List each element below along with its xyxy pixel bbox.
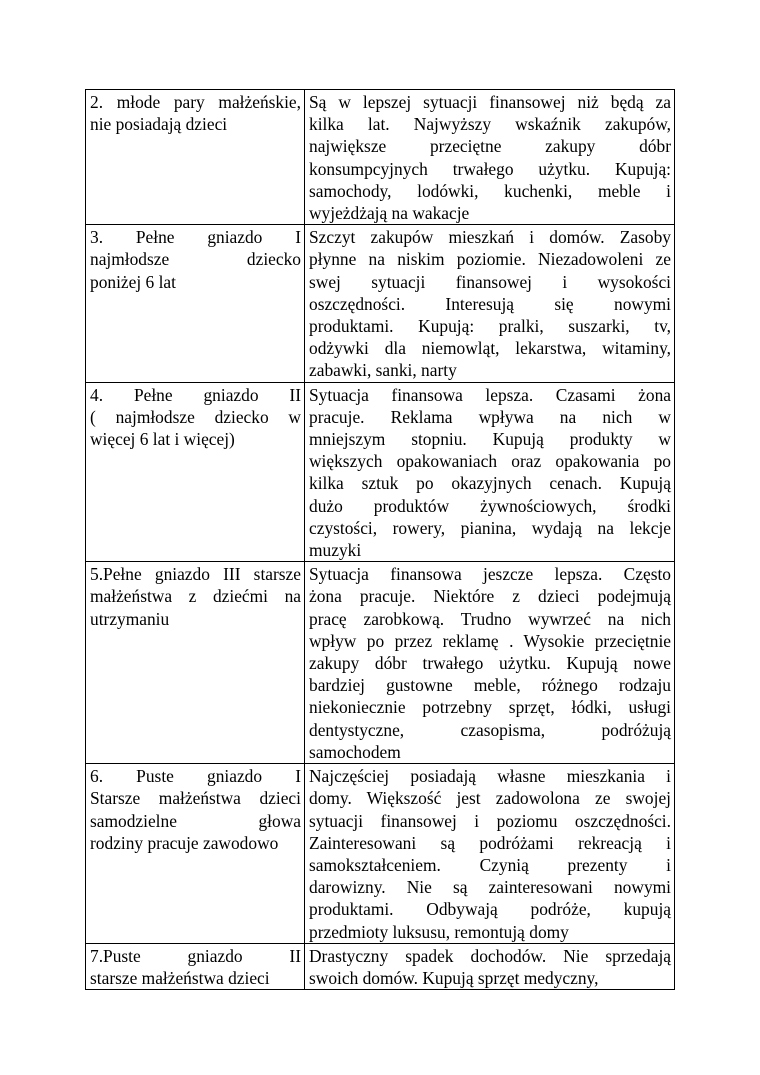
description-cell-line: oszczędności. Interesują się nowymi — [309, 293, 671, 314]
description-cell-line: pracę zarobkową. Trudno wywrzeć na nich — [309, 608, 671, 629]
family-lifecycle-table — [85, 89, 675, 990]
description-cell-line: bardziej gustowne meble, różnego rodzaju — [309, 675, 671, 696]
segment-cell-line: starsze małżeństwa dzieci — [90, 967, 270, 988]
description-cell-line: pracuje. Reklama wpływa na nich w — [309, 406, 671, 427]
description-cell-line: przedmioty luksusu, remontują domy — [309, 921, 569, 942]
description-cell-line: dużo produktów żywnościowych, środki — [309, 495, 671, 516]
description-cell-line: Zainteresowani są podróżami rekreacją i — [309, 832, 671, 853]
segment-cell-line: ( najmłodsze dziecko w — [90, 406, 301, 427]
table-row — [86, 225, 675, 382]
description-cell-line: Szczyt zakupów mieszkań i domów. Zasoby — [309, 227, 671, 248]
description-cell-line: Sytuacja finansowa jeszcze lepsza. Często — [309, 564, 671, 585]
description-cell-line: kilka sztuk po okazyjnych cenach. Kupują — [309, 473, 671, 494]
description-cell-line: Najczęściej posiadają własne mieszkania i — [309, 766, 671, 787]
description-cell-line: dentystyczne, czasopisma, podróżują — [309, 719, 671, 740]
table-row — [86, 382, 675, 562]
description-cell-line: samochody, lodówki, kuchenki, meble i — [309, 180, 671, 201]
segment-cell-line: poniżej 6 lat — [90, 271, 176, 292]
description-cell — [305, 225, 675, 382]
description-cell-line: samochodem — [309, 741, 401, 762]
segment-cell-line: 3. Pełne gniazdo I — [90, 227, 301, 248]
segment-cell-line: małżeństwa z dziećmi na — [90, 586, 301, 607]
description-cell-line: konsumpcyjnych trwałego użytku. Kupują: — [309, 158, 671, 179]
description-cell-line: kilka lat. Najwyższy wskaźnik zakupów, — [309, 114, 671, 135]
segment-cell-line: 7.Puste gniazdo II — [90, 945, 301, 966]
segment-cell-line: 2. młode pary małżeńskie, — [90, 92, 301, 112]
table-row — [86, 562, 675, 764]
segment-cell — [86, 225, 305, 382]
description-cell-line: żona pracuje. Niektóre z dzieci podejmują — [309, 586, 671, 607]
segment-cell — [86, 90, 305, 225]
segment-cell-line: rodziny pracuje zawodowo — [90, 832, 279, 853]
description-cell-line: zabawki, sanki, narty — [309, 360, 457, 381]
description-cell — [305, 764, 675, 944]
segment-cell-line: Starsze małżeństwa dzieci — [90, 788, 301, 809]
segment-cell-line: więcej 6 lat i więcej) — [90, 429, 235, 450]
description-cell-line: Drastyczny spadek dochodów. Nie sprzedają — [309, 945, 671, 966]
description-cell-line: produktami. Odbywają podróże, kupują — [309, 899, 671, 920]
segment-cell — [86, 562, 305, 764]
description-cell-line: wpływ po przez reklamę . Wysokie przeciętnie — [309, 630, 671, 651]
description-cell-line: Są w lepszej sytuacji finansowej niż będą za — [309, 92, 671, 112]
description-cell-line: muzyki — [309, 540, 362, 561]
description-cell-line: Sytuacja finansowa lepsza. Czasami żona — [309, 384, 671, 405]
segment-cell-line: nie posiadają dzieci — [90, 114, 228, 135]
segment-cell-line: 4. Pełne gniazdo II — [90, 384, 301, 405]
segment-cell-line: utrzymaniu — [90, 608, 170, 629]
segment-cell-line: 6. Puste gniazdo I — [90, 766, 301, 787]
description-cell — [305, 562, 675, 764]
description-cell-line: płynne na niskim poziomie. Niezadowoleni ze — [309, 249, 671, 270]
description-cell-line: domy. Większość jest zadowolona ze swojej — [309, 788, 671, 809]
table-row — [86, 90, 675, 225]
table-row — [86, 764, 675, 944]
description-cell-line: swej sytuacji finansowej i wysokości — [309, 271, 671, 292]
description-cell-line: darowizny. Nie są zainteresowani nowymi — [309, 877, 671, 898]
description-cell-line: wyjeżdżają na wakacje — [309, 203, 470, 224]
segment-cell — [86, 943, 305, 989]
description-cell-line: mniejszym stopniu. Kupują produkty w — [309, 429, 671, 450]
description-cell-line: największe przeciętne zakupy dóbr — [309, 136, 671, 157]
description-cell-line: czystości, rowery, pianina, wydają na lekcje — [309, 517, 671, 538]
description-cell-line: niekoniecznie potrzebny sprzęt, łódki, usługi — [309, 697, 671, 718]
description-cell-line: większych opakowaniach oraz opakowania po — [309, 451, 671, 472]
description-cell — [305, 90, 675, 225]
segment-cell — [86, 382, 305, 562]
description-cell-line: zakupy dóbr trwałego użytku. Kupują nowe — [309, 653, 671, 674]
segment-cell-line: samodzielne głowa — [90, 810, 301, 831]
description-cell — [305, 943, 675, 989]
table-body — [86, 90, 675, 990]
description-cell-line: samokształceniem. Czynią prezenty i — [309, 854, 671, 875]
segment-cell-line: 5.Pełne gniazdo III starsze — [90, 564, 301, 585]
description-cell — [305, 382, 675, 562]
segment-cell — [86, 764, 305, 944]
description-cell-line: odżywki dla niemowląt, lekarstwa, witaminy, — [309, 338, 671, 359]
description-cell-line: swoich domów. Kupują sprzęt medyczny, — [309, 967, 599, 988]
table-row — [86, 943, 675, 989]
segment-cell-line: najmłodsze dziecko — [90, 249, 301, 270]
description-cell-line: produktami. Kupują: pralki, suszarki, tv, — [309, 316, 671, 337]
description-cell-line: sytuacji finansowej i poziomu oszczędności. — [309, 810, 671, 831]
